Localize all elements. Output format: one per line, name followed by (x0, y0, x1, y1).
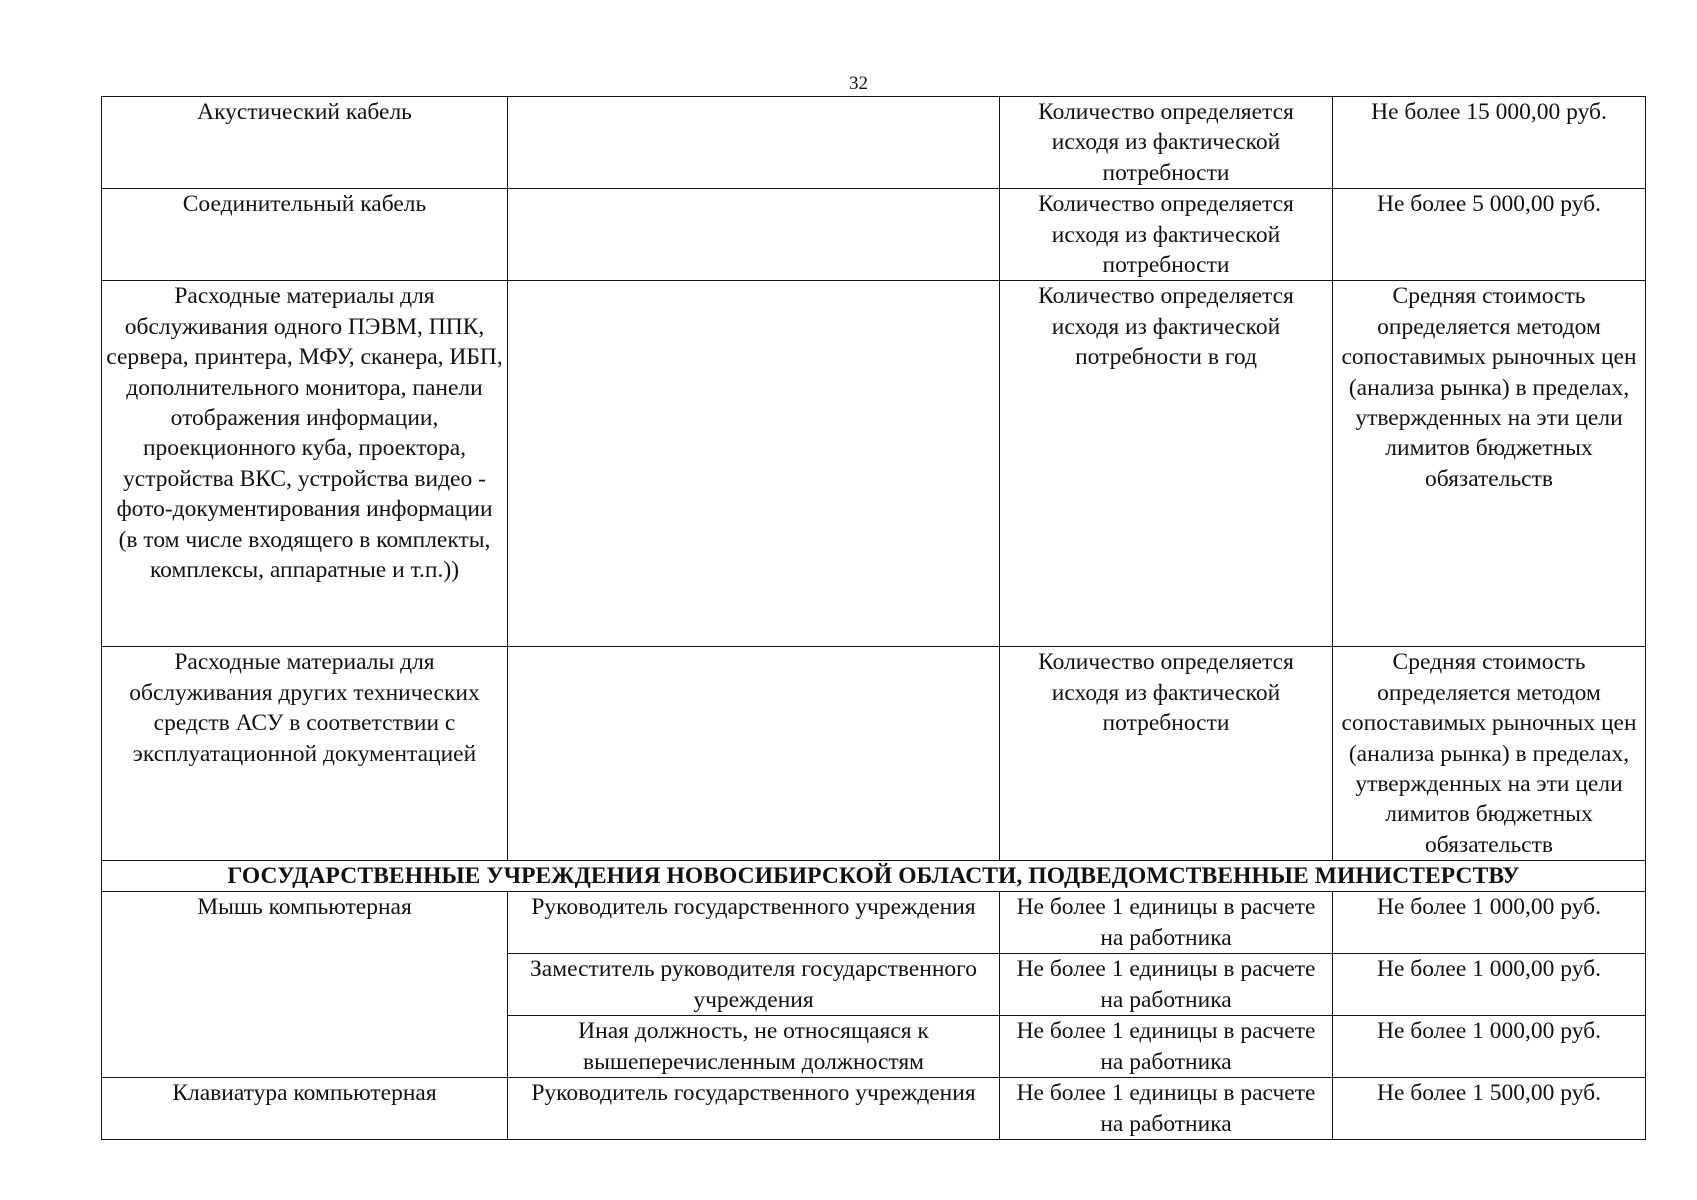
table-row (102, 892, 1646, 954)
price-cell: Средняя стоимость определяется методом сопоставимых рыночных цен (анализа рынка) в пределах, утвержденных на эти цели лимитов бюджетных обязательств (1333, 647, 1646, 861)
table-row (102, 281, 1646, 647)
position-cell (508, 647, 1000, 861)
price-cell: Не более 1 000,00 руб. (1333, 954, 1646, 1016)
quantity-cell: Не более 1 единицы в расчете на работника (1000, 1016, 1333, 1078)
price-cell: Не более 1 000,00 руб. (1333, 892, 1646, 954)
page-number: 32 (849, 73, 868, 94)
position-cell: Руководитель государственного учреждения (508, 1078, 1000, 1140)
item-name: Мышь компьютерная (102, 892, 508, 1078)
table-row (102, 189, 1646, 281)
position-cell: Руководитель государственного учреждения (508, 892, 1000, 954)
section-heading-row (102, 861, 1646, 892)
quantity-cell: Количество определяется исходя из фактической потребности (1000, 189, 1333, 281)
price-cell: Не более 5 000,00 руб. (1333, 189, 1646, 281)
quantity-cell: Не более 1 единицы в расчете на работника (1000, 1078, 1333, 1140)
price-cell: Не более 1 000,00 руб. (1333, 1016, 1646, 1078)
price-cell: Не более 1 500,00 руб. (1333, 1078, 1646, 1140)
position-cell (508, 281, 1000, 647)
item-name: Акустический кабель (102, 97, 508, 189)
item-name: Расходные материалы для обслуживания одного ПЭВМ, ППК, сервера, принтера, МФУ, сканера, ИБП, дополнительного монитора, панели отображения информации, проекционного куба, проектора, устройства ВКС, устройства видео - фото-документирования информации (в том числе входящего в комплекты, комплексы, аппаратные и т.п.)) (102, 281, 508, 647)
position-cell: Заместитель руководителя государственного учреждения (508, 954, 1000, 1016)
item-name: Клавиатура компьютерная (102, 1078, 508, 1140)
norms-table (101, 96, 1646, 1140)
table-row (102, 1078, 1646, 1140)
quantity-cell: Не более 1 единицы в расчете на работника (1000, 954, 1333, 1016)
price-cell: Средняя стоимость определяется методом сопоставимых рыночных цен (анализа рынка) в пределах, утвержденных на эти цели лимитов бюджетных обязательств (1333, 281, 1646, 647)
quantity-cell: Не более 1 единицы в расчете на работника (1000, 892, 1333, 954)
quantity-cell: Количество определяется исходя из фактической потребности (1000, 647, 1333, 861)
price-cell: Не более 15 000,00 руб. (1333, 97, 1646, 189)
position-cell (508, 189, 1000, 281)
position-cell: Иная должность, не относящаяся к вышеперечисленным должностям (508, 1016, 1000, 1078)
quantity-cell: Количество определяется исходя из фактической потребности (1000, 97, 1333, 189)
table-row (102, 97, 1646, 189)
position-cell (508, 97, 1000, 189)
item-name: Соединительный кабель (102, 189, 508, 281)
quantity-cell: Количество определяется исходя из фактической потребности в год (1000, 281, 1333, 647)
table-row (102, 647, 1646, 861)
item-name: Расходные материалы для обслуживания других технических средств АСУ в соответствии с эксплуатационной документацией (102, 647, 508, 861)
section-heading: ГОСУДАРСТВЕННЫЕ УЧРЕЖДЕНИЯ НОВОСИБИРСКОЙ ОБЛАСТИ, ПОДВЕДОМСТВЕННЫЕ МИНИСТЕРСТВУ (102, 861, 1646, 892)
